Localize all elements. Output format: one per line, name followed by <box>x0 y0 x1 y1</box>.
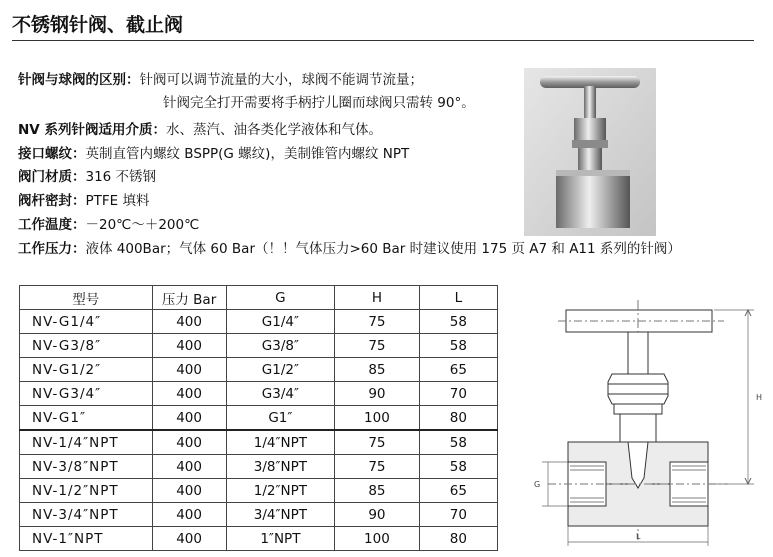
cell-pressure: 400 <box>152 503 226 527</box>
table-row <box>20 455 498 479</box>
cell-h: 85 <box>335 479 420 503</box>
cell-pressure: 400 <box>152 406 226 431</box>
spec-label: 阀门材质： <box>18 169 86 185</box>
cell-h: 100 <box>335 406 420 431</box>
cell-pressure: 400 <box>152 382 226 406</box>
spec-line-difference <box>18 71 423 89</box>
cell-model: NV-G1″ <box>20 406 153 431</box>
cell-model: NV-1/4″NPT <box>20 430 153 455</box>
table-row <box>20 479 498 503</box>
cell-model: NV-G1/2″ <box>20 358 153 382</box>
cell-g: 3/8″NPT <box>226 455 335 479</box>
cell-g: 1/2″NPT <box>226 479 335 503</box>
spec-text: PTFE 填料 <box>85 193 150 209</box>
cell-pressure: 400 <box>152 455 226 479</box>
spec-line-thread <box>18 145 409 163</box>
table-row <box>20 527 498 551</box>
cell-g: 3/4″NPT <box>226 503 335 527</box>
cell-l: 58 <box>419 430 497 455</box>
table-row <box>20 358 498 382</box>
spec-label: 工作压力： <box>18 241 86 257</box>
table-row <box>20 503 498 527</box>
cell-l: 70 <box>419 382 497 406</box>
model-table <box>19 285 498 551</box>
cell-l: 80 <box>419 406 497 431</box>
spec-text: 液体 400Bar；气体 60 Bar（！！气体压力>60 Bar 时建议使用 175 页 A7 和 A11 系列的针阀） <box>85 241 681 257</box>
cell-g: G1/2″ <box>226 358 335 382</box>
cell-g: 1″NPT <box>226 527 335 551</box>
cell-l: 80 <box>419 527 497 551</box>
spec-text: 水、蒸汽、油各类化学液体和气体。 <box>165 122 382 138</box>
cell-pressure: 400 <box>152 358 226 382</box>
cell-l: 58 <box>419 310 497 334</box>
cell-model: NV-G1/4″ <box>20 310 153 334</box>
cell-h: 75 <box>335 334 420 358</box>
spec-text: 针阀完全打开需要将手柄拧儿圈而球阀只需转 90°。 <box>163 95 475 111</box>
cell-model: NV-1/2″NPT <box>20 479 153 503</box>
cell-l: 58 <box>419 455 497 479</box>
spec-line-pressure <box>18 240 681 258</box>
cell-g: G3/8″ <box>226 334 335 358</box>
cell-l: 65 <box>419 479 497 503</box>
spec-line-media <box>18 121 382 139</box>
valve-section-drawing <box>528 292 768 554</box>
cell-g: G3/4″ <box>226 382 335 406</box>
spec-line-material <box>18 168 156 186</box>
cell-pressure: 400 <box>152 527 226 551</box>
cell-model: NV-3/8″NPT <box>20 455 153 479</box>
title-divider <box>12 40 754 41</box>
column-header-pressure: 压力 Bar <box>152 286 226 310</box>
cell-l: 58 <box>419 334 497 358</box>
cell-model: NV-1″NPT <box>20 527 153 551</box>
table-header-row <box>20 286 498 310</box>
cell-model: NV-G3/8″ <box>20 334 153 358</box>
cell-pressure: 400 <box>152 430 226 455</box>
cell-h: 100 <box>335 527 420 551</box>
spec-text: 316 不锈钢 <box>85 169 157 185</box>
cell-g: G1/4″ <box>226 310 335 334</box>
column-header-model: 型号 <box>20 286 153 310</box>
dimension-label-g: G <box>534 480 541 489</box>
spec-label: 阀杆密封： <box>18 193 86 209</box>
table-row <box>20 334 498 358</box>
spec-text: 针阀可以调节流量的大小，球阀不能调节流量； <box>139 72 423 88</box>
valve-photo <box>524 68 656 236</box>
column-header-g: G <box>226 286 335 310</box>
column-header-l: L <box>419 286 497 310</box>
dimension-label-l: L <box>636 532 641 541</box>
cell-l: 65 <box>419 358 497 382</box>
cell-l: 70 <box>419 503 497 527</box>
cell-pressure: 400 <box>152 479 226 503</box>
table-row <box>20 382 498 406</box>
table-row <box>20 406 498 431</box>
cell-g: G1″ <box>226 406 335 431</box>
cell-model: NV-G3/4″ <box>20 382 153 406</box>
spec-line-seal <box>18 192 149 210</box>
cell-h: 85 <box>335 358 420 382</box>
column-header-h: H <box>335 286 420 310</box>
spec-label: 接口螺纹： <box>18 146 86 162</box>
cell-h: 75 <box>335 310 420 334</box>
spec-label: NV 系列针阀适用介质： <box>18 122 166 138</box>
spec-label: 针阀与球阀的区别： <box>18 72 140 88</box>
spec-text: －20℃～＋200℃ <box>85 217 200 233</box>
cell-h: 75 <box>335 455 420 479</box>
cell-pressure: 400 <box>152 334 226 358</box>
cell-model: NV-3/4″NPT <box>20 503 153 527</box>
cell-h: 90 <box>335 503 420 527</box>
table-row <box>20 430 498 455</box>
spec-line-difference-cont <box>163 94 475 112</box>
spec-line-temperature <box>18 216 199 234</box>
cell-h: 90 <box>335 382 420 406</box>
page-title: 不锈钢针阀、截止阀 <box>12 14 184 36</box>
table-row <box>20 310 498 334</box>
spec-text: 英制直管内螺纹 BSPP(G 螺纹)，美制锥管内螺纹 NPT <box>85 146 410 162</box>
spec-label: 工作温度： <box>18 217 86 233</box>
dimension-label-h: H <box>756 393 763 402</box>
cell-pressure: 400 <box>152 310 226 334</box>
cell-h: 75 <box>335 430 420 455</box>
cell-g: 1/4″NPT <box>226 430 335 455</box>
